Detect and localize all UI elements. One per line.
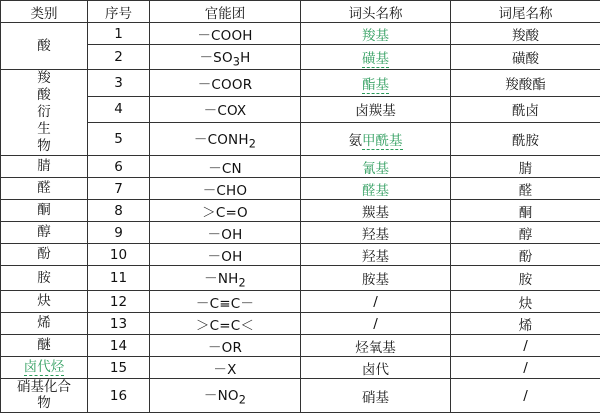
prefix-cell bbox=[301, 178, 451, 200]
prefix-text: 氨 bbox=[349, 133, 363, 149]
formula-text: －NH bbox=[204, 271, 238, 287]
number-cell: 13 bbox=[88, 313, 150, 335]
prefix-cell: / bbox=[301, 291, 451, 313]
formula-text: －OH bbox=[208, 227, 243, 243]
category-cell: 胺 bbox=[1, 266, 88, 291]
prefix-cell: 卤羰基 bbox=[301, 96, 451, 123]
formula-text: －COOH bbox=[197, 28, 252, 44]
category-link[interactable]: 卤代烃 bbox=[24, 359, 65, 376]
suffix-cell: / bbox=[451, 357, 600, 379]
functional-group-cell bbox=[150, 45, 301, 70]
table-row bbox=[1, 379, 600, 413]
suffix-cell: 醇 bbox=[451, 222, 600, 244]
functional-group-cell bbox=[150, 357, 301, 379]
category-cell: 腈 bbox=[1, 156, 88, 178]
functional-group-cell bbox=[150, 200, 301, 222]
suffix-cell: 烯 bbox=[451, 313, 600, 335]
prefix-cell: 羰基 bbox=[301, 200, 451, 222]
number-cell: 5 bbox=[88, 123, 150, 156]
functional-group-cell bbox=[150, 379, 301, 413]
prefix-link[interactable]: 羧基 bbox=[362, 28, 389, 45]
number-cell: 16 bbox=[88, 379, 150, 413]
formula-subscript: 2 bbox=[239, 394, 246, 407]
prefix-cell bbox=[301, 23, 451, 45]
suffix-cell: 酰胺 bbox=[451, 123, 600, 156]
formula-text: －OH bbox=[208, 249, 243, 265]
category-cell bbox=[1, 70, 88, 156]
suffix-cell: 胺 bbox=[451, 266, 600, 291]
table-row bbox=[1, 222, 600, 244]
suffix-cell: 磺酸 bbox=[451, 45, 600, 70]
category-cell: 醛 bbox=[1, 178, 88, 200]
prefix-link[interactable]: 氰基 bbox=[362, 161, 389, 178]
table-row bbox=[1, 156, 600, 178]
functional-group-cell bbox=[150, 156, 301, 178]
functional-group-cell bbox=[150, 70, 301, 97]
suffix-cell: 酚 bbox=[451, 244, 600, 266]
formula-text: －X bbox=[213, 362, 236, 378]
number-cell: 3 bbox=[88, 70, 150, 97]
suffix-cell: 炔 bbox=[451, 291, 600, 313]
table-row bbox=[1, 96, 600, 123]
formula-text: －SO bbox=[199, 50, 232, 66]
prefix-cell: 硝基 bbox=[301, 379, 451, 413]
table-row bbox=[1, 45, 600, 70]
formula-text: ＞C=O bbox=[202, 205, 248, 221]
formula-text: ＞C=C＜ bbox=[196, 318, 254, 334]
formula-text: －CHO bbox=[203, 183, 248, 199]
table-row bbox=[1, 178, 600, 200]
number-cell: 9 bbox=[88, 222, 150, 244]
prefix-cell bbox=[301, 70, 451, 97]
number-cell: 8 bbox=[88, 200, 150, 222]
table-row bbox=[1, 200, 600, 222]
prefix-cell: 胺基 bbox=[301, 266, 451, 291]
number-cell: 12 bbox=[88, 291, 150, 313]
prefix-cell: 羟基 bbox=[301, 244, 451, 266]
suffix-cell: 腈 bbox=[451, 156, 600, 178]
table-row bbox=[1, 123, 600, 156]
category-cell: 醇 bbox=[1, 222, 88, 244]
header-prefix-name: 词头名称 bbox=[301, 1, 451, 23]
number-cell: 6 bbox=[88, 156, 150, 178]
formula-text: －CN bbox=[208, 161, 242, 177]
table-row bbox=[1, 291, 600, 313]
suffix-cell: 酮 bbox=[451, 200, 600, 222]
prefix-link[interactable]: 甲酰基 bbox=[362, 133, 403, 150]
suffix-cell: 醛 bbox=[451, 178, 600, 200]
functional-group-cell bbox=[150, 313, 301, 335]
prefix-link[interactable]: 醛基 bbox=[362, 183, 389, 200]
table-row bbox=[1, 313, 600, 335]
prefix-cell bbox=[301, 45, 451, 70]
number-cell: 11 bbox=[88, 266, 150, 291]
table-row bbox=[1, 23, 600, 45]
prefix-cell bbox=[301, 156, 451, 178]
formula-text: －NO bbox=[204, 388, 239, 404]
table-row bbox=[1, 70, 600, 97]
functional-group-cell bbox=[150, 266, 301, 291]
category-cell: 烯 bbox=[1, 313, 88, 335]
prefix-link[interactable]: 酯基 bbox=[362, 77, 389, 94]
formula-text: －C≡C－ bbox=[196, 296, 254, 312]
category-cell: 酸 bbox=[1, 23, 88, 70]
functional-group-cell bbox=[150, 222, 301, 244]
functional-group-cell bbox=[150, 96, 301, 123]
formula-text-end: H bbox=[240, 50, 250, 66]
prefix-cell: 烃氧基 bbox=[301, 335, 451, 357]
category-cell: 炔 bbox=[1, 291, 88, 313]
number-cell: 15 bbox=[88, 357, 150, 379]
suffix-cell: / bbox=[451, 379, 600, 413]
category-cell bbox=[1, 357, 88, 379]
table-row bbox=[1, 335, 600, 357]
prefix-cell: 羟基 bbox=[301, 222, 451, 244]
prefix-cell bbox=[301, 123, 451, 156]
header-functional-group: 官能团 bbox=[150, 1, 301, 23]
prefix-cell: / bbox=[301, 313, 451, 335]
number-cell: 14 bbox=[88, 335, 150, 357]
prefix-cell: 卤代 bbox=[301, 357, 451, 379]
category-cell bbox=[1, 379, 88, 413]
formula-text: －COX bbox=[204, 103, 247, 119]
formula-text: －COOR bbox=[198, 77, 253, 93]
functional-group-cell bbox=[150, 23, 301, 45]
table-row bbox=[1, 244, 600, 266]
suffix-cell: 酰卤 bbox=[451, 96, 600, 123]
formula-subscript: 3 bbox=[233, 55, 240, 68]
header-row bbox=[1, 1, 600, 23]
suffix-cell: 羧酸酯 bbox=[451, 70, 600, 97]
formula-subscript: 2 bbox=[239, 276, 246, 289]
header-suffix-name: 词尾名称 bbox=[451, 1, 600, 23]
prefix-link[interactable]: 磺基 bbox=[362, 51, 389, 68]
table-row bbox=[1, 266, 600, 291]
functional-group-cell bbox=[150, 178, 301, 200]
header-category: 类别 bbox=[1, 1, 88, 23]
number-cell: 1 bbox=[88, 23, 150, 45]
suffix-cell: / bbox=[451, 335, 600, 357]
number-cell: 10 bbox=[88, 244, 150, 266]
category-text: 硝基化合物 bbox=[16, 379, 73, 411]
number-cell: 4 bbox=[88, 96, 150, 123]
category-cell: 酮 bbox=[1, 200, 88, 222]
formula-text: －OR bbox=[208, 340, 242, 356]
functional-group-cell bbox=[150, 335, 301, 357]
category-cell: 酚 bbox=[1, 244, 88, 266]
formula-text: －CONH bbox=[194, 132, 249, 148]
header-number: 序号 bbox=[88, 1, 150, 23]
category-cell: 醚 bbox=[1, 335, 88, 357]
functional-group-cell bbox=[150, 291, 301, 313]
category-text: 羧酸衍生物 bbox=[37, 70, 52, 155]
number-cell: 7 bbox=[88, 178, 150, 200]
table-row bbox=[1, 357, 600, 379]
formula-subscript: 2 bbox=[249, 137, 256, 150]
suffix-cell: 羧酸 bbox=[451, 23, 600, 45]
functional-group-cell bbox=[150, 123, 301, 156]
number-cell: 2 bbox=[88, 45, 150, 70]
functional-group-cell bbox=[150, 244, 301, 266]
